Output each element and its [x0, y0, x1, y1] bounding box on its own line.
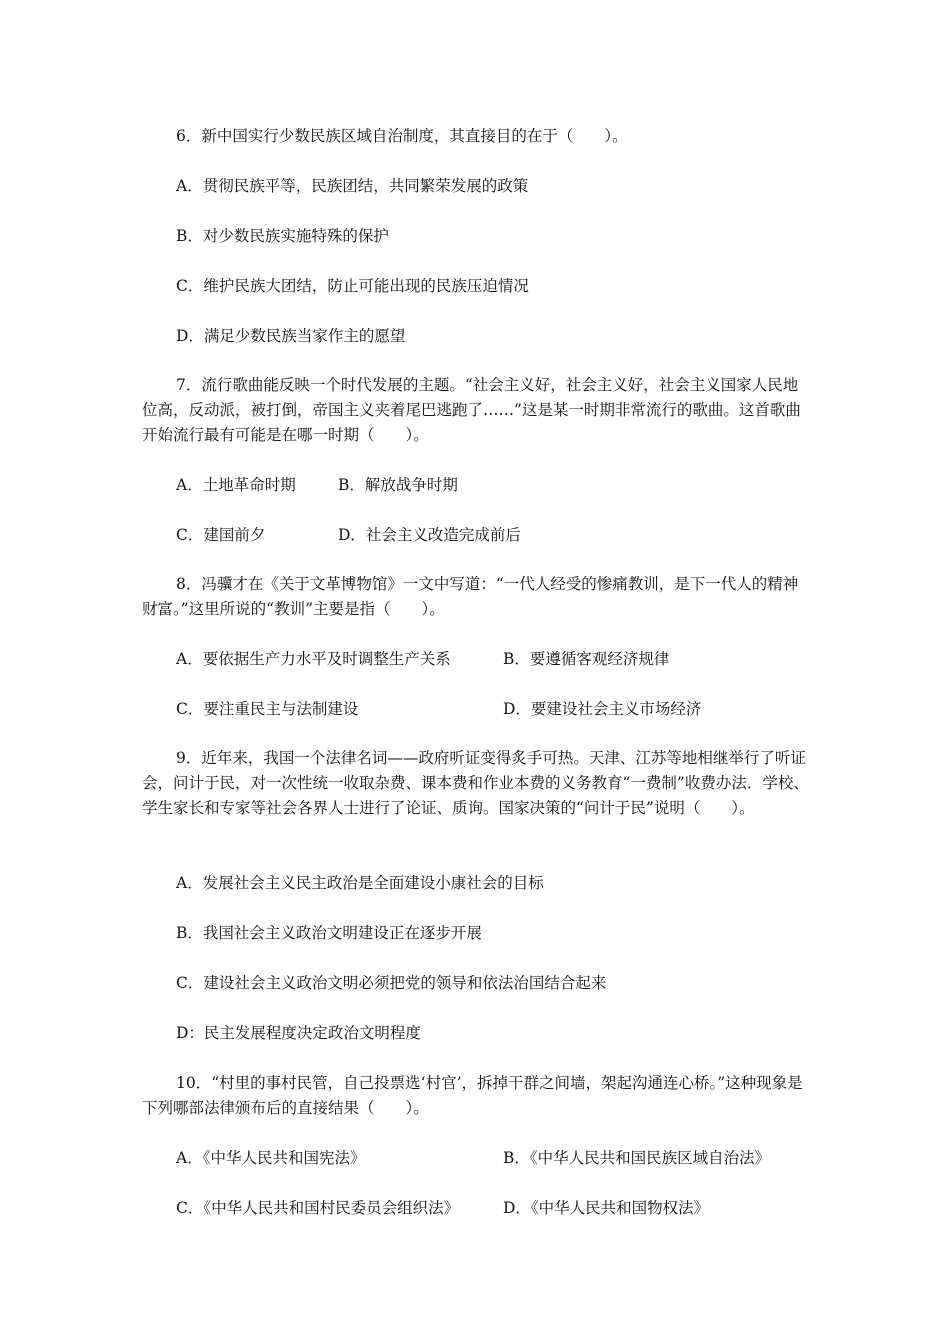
question-9-option-d: D：民主发展程度决定政治文明程度 — [176, 1024, 421, 1042]
question-6-option-c: C．维护民族大团结，防止可能出现的民族压迫情况 — [176, 277, 529, 295]
question-10-option-d: D．《中华人民共和国物权法》 — [503, 1199, 710, 1217]
question-10-option-a: A．《中华人民共和国宪法》 — [176, 1149, 366, 1167]
question-10-option-c: C．《中华人民共和国村民委员会组织法》 — [176, 1199, 460, 1217]
question-8-option-d: D．要建设社会主义市场经济 — [503, 700, 702, 718]
question-6-stem: 6．新中国实行少数民族区域自治制度，其直接目的在于（ ）。 — [176, 127, 628, 145]
question-7-option-c: C．建国前夕 — [176, 526, 266, 544]
question-6-option-d: D．满足少数民族当家作主的愿望 — [176, 327, 406, 345]
question-9-option-b: B．我国社会主义政治文明建设正在逐步开展 — [176, 924, 482, 942]
question-10-option-b: B．《中华人民共和国民族区域自治法》 — [503, 1149, 771, 1167]
question-10-stem: 10．“村里的事村民管，自己投票选‘村官’，拆掉干群之间墙，架起沟通连心桥。”这种现象是下列哪部法律颁布后的直接结果（ ）。 — [142, 1074, 803, 1117]
question-6-option-a: A．贯彻民族平等，民族团结，共同繁荣发展的政策 — [176, 177, 529, 195]
question-8-option-a: A．要依据生产力水平及时调整生产关系 — [176, 650, 451, 668]
question-6-option-b: B．对少数民族实施特殊的保护 — [176, 227, 389, 245]
question-7-option-d: D．社会主义改造完成前后 — [338, 526, 521, 544]
question-9-stem: 9．近年来，我国一个法律名词——政府听证变得炙手可热。天津、江苏等地相继举行了听证会，问计于民，对一次性统一收取杂费、课本费和作业本费的义务教育“一费制”收费办法．学校、学生家长和专家等社会各界人士进行了论证、质询。国家决策的“问计于民”说明（ ）。 — [142, 749, 809, 817]
question-8-option-b: B．要遵循客观经济规律 — [503, 650, 670, 668]
question-9-option-a: A．发展社会主义民主政治是全面建设小康社会的目标 — [176, 874, 544, 892]
question-8-option-c: C．要注重民主与法制建设 — [176, 700, 359, 718]
question-7-option-a: A．土地革命时期 — [176, 476, 296, 494]
question-8-stem: 8．冯骥才在《关于文革博物馆》一文中写道：“一代人经受的惨痛教训，是下一代人的精神财富。”这里所说的“教训”主要是指（ ）。 — [142, 575, 799, 618]
question-7-option-b: B．解放战争时期 — [338, 476, 458, 494]
question-7-stem: 7．流行歌曲能反映一个时代发展的主题。“社会主义好，社会主义好，社会主义国家人民地位高，反动派，被打倒，帝国主义夹着尾巴逃跑了……”这是某一时期非常流行的歌曲。这首歌曲开始流行最有可能是在哪一时期（ ）。 — [142, 376, 801, 444]
question-9-option-c: C．建设社会主义政治文明必须把党的领导和依法治国结合起来 — [176, 974, 607, 992]
